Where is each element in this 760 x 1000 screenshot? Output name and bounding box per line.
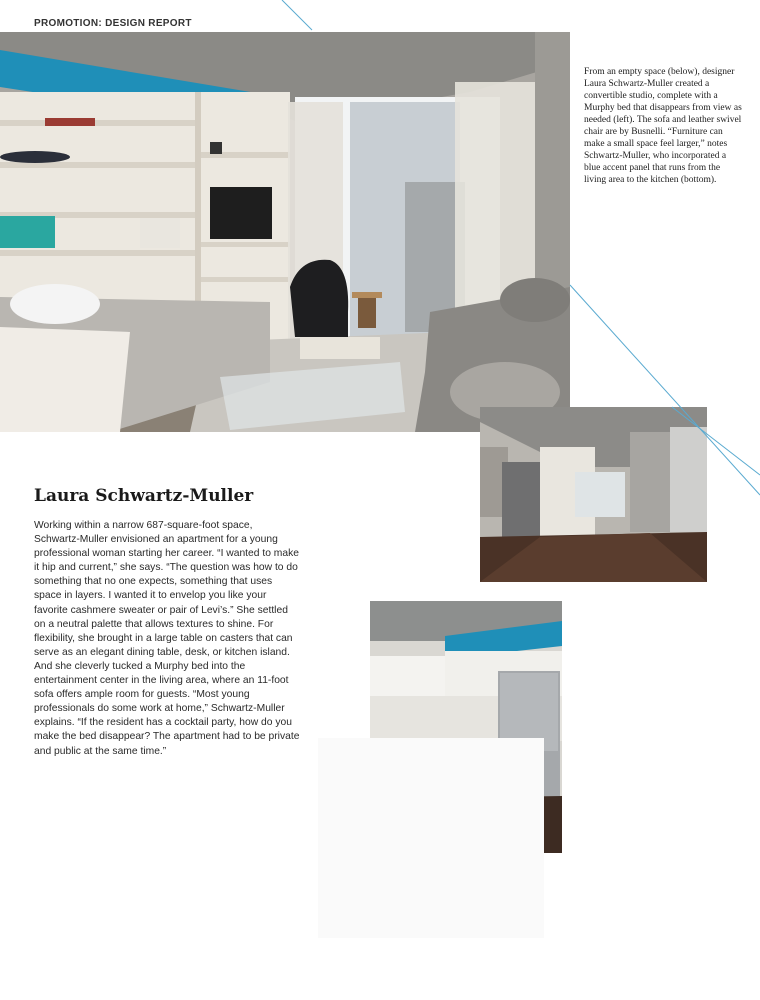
living-room-illustration bbox=[0, 32, 570, 432]
article-body: Working within a narrow 687-square-foot space, Schwartz-Muller envisioned an apartment for a young professional woman starting her career. “I wanted to make it hip and current,” she says. “The question was how to do something that no one expects, something that uses space in layers. I wanted it to envelop you like your favorite cashmere sweater or pair of Levi’s.” She settled on a neutral palette that allows textures to shine. For flexibility, she brought in a large table on casters that can serve as an elegant dining table, desk, or kitchen island. And she cleverly tucked a Murphy bed into the entertainment center in the living area, where an 11-foot sofa offers ample room for guests. “Most young professionals do some work at home,” Schwartz-Muller explains. “If the resident has a cocktail party, how do you make the bed disappear? The apartment had to be private and public at the same time.” bbox=[34, 520, 300, 757]
header-prefix: PROMOTION: bbox=[34, 18, 102, 29]
empty-space-photo bbox=[480, 407, 707, 582]
living-room-photo bbox=[0, 32, 570, 432]
background-panel bbox=[318, 738, 544, 938]
photo-caption: From an empty space (below), designer Laura Schwartz-Muller created a convertible studio, complete with a Murphy bed that disappears from view as needed (left). The sofa and leather swivel chair are by Busnelli. “Furniture can make a small space feel larger,” notes Schwartz-Muller, who incorporated a blue accent panel that runs from the living area to the kitchen (bottom). bbox=[584, 67, 742, 185]
section-header bbox=[34, 18, 192, 29]
empty-space-illustration bbox=[480, 407, 707, 582]
header-section: DESIGN REPORT bbox=[105, 18, 192, 29]
article-title: Laura Schwartz-Muller bbox=[34, 486, 254, 506]
